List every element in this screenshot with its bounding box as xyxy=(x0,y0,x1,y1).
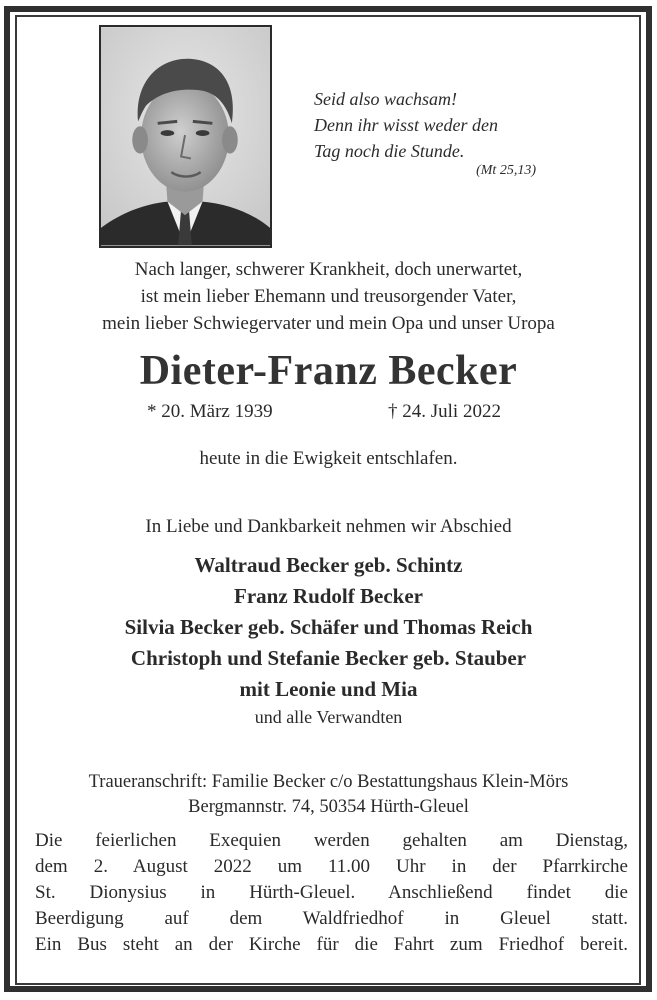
portrait-image xyxy=(101,27,270,246)
address-line: Traueranschrift: Familie Becker c/o Bestattungshaus Klein-Mörs xyxy=(88,772,569,792)
service-line: dem 2. August 2022 um 11.00 Uhr in der Pfarrkirche xyxy=(35,856,628,877)
mourning-address xyxy=(20,770,637,820)
birth-date: * 20. März 1939 xyxy=(147,401,273,422)
service-line: Ein Bus steht an der Kirche für die Fahrt zum Friedhof bereit. xyxy=(35,934,628,955)
passed-away-text: heute in die Ewigkeit entschlafen. xyxy=(199,448,458,469)
family-names xyxy=(20,550,637,705)
family-member: Franz Rudolf Becker xyxy=(234,584,423,608)
family-member: mit Leonie und Mia xyxy=(239,677,418,701)
quote-line: Tag noch die Stunde. xyxy=(314,141,465,161)
service-line: Beerdigung auf dem Waldfriedhof in Gleuel statt. xyxy=(35,908,628,929)
bible-quote xyxy=(314,86,554,180)
portrait-photo xyxy=(99,25,272,248)
intro-line: mein lieber Schwiegervater und mein Opa und unser Uropa xyxy=(102,313,555,334)
quote-line: Seid also wachsam! xyxy=(314,89,457,109)
family-member: Christoph und Stefanie Becker geb. Stauber xyxy=(130,646,527,670)
intro-line: Nach langer, schwerer Krankheit, doch unerwartet, xyxy=(134,259,523,280)
death-date: † 24. Juli 2022 xyxy=(388,401,501,422)
address-line: Bergmannstr. 74, 50354 Hürth-Gleuel xyxy=(188,797,469,817)
quote-line: Denn ihr wisst weder den xyxy=(314,115,498,135)
family-member: Silvia Becker geb. Schäfer und Thomas Reich xyxy=(124,615,533,639)
funeral-service-text xyxy=(35,828,628,958)
family-member: Waltraud Becker geb. Schintz xyxy=(194,553,463,577)
quote-reference: (Mt 25,13) xyxy=(476,163,536,178)
service-line: Die feierlichen Exequien werden gehalten am Dienstag, xyxy=(35,830,628,851)
deceased-name: Dieter-Franz Becker xyxy=(139,348,518,394)
service-line: St. Dionysius in Hürth-Gleuel. Anschließend findet die xyxy=(35,882,628,903)
intro-text xyxy=(20,256,637,337)
relatives-text: und alle Verwandten xyxy=(254,707,403,727)
intro-line: ist mein lieber Ehemann und treusorgender Vater, xyxy=(140,286,517,307)
farewell-text: In Liebe und Dankbarkeit nehmen wir Abschied xyxy=(145,516,512,537)
